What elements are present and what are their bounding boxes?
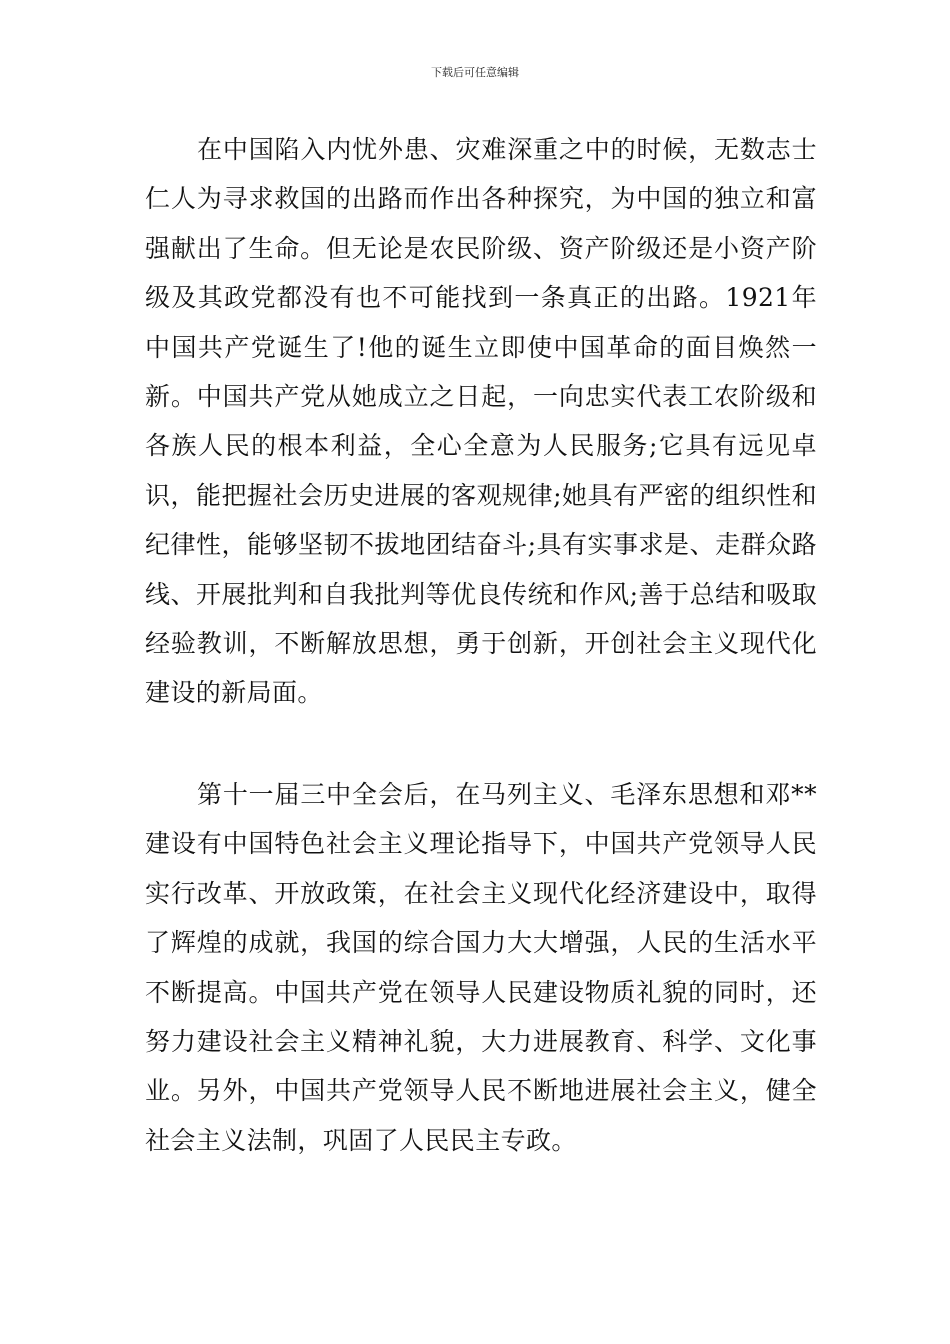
body-paragraph-2: 第十一届三中全会后，在马列主义、毛泽东思想和邓**建设有中国特色社会主义理论指导下，中国共产党领导人民实行改革、开放政策，在社会主义现代化经济建设中，取得了辉煌的成就，我国的综合国力大大增强，人民的生活水平不断提高。中国共产党在领导人民建设物质礼貌的同时，还努力建设社会主义精神礼貌，大力进展教育、科学、文化事业。另外，中国共产党领导人民不断地进展社会主义，健全社会主义法制，巩固了人民民主专政。 (145, 780, 817, 1155)
page-header: 下载后可任意编辑 (431, 66, 519, 79)
body-paragraph-1: 在中国陷入内忧外患、灾难深重之中的时候，无数志士仁人为寻求救国的出路而作出各种探究，为中国的独立和富强献出了生命。但无论是农民阶级、资产阶级还是小资产阶级及其政党都没有也不可能找到一条真正的出路。1921年中国共产党诞生了!他的诞生立即使中国革命的面目焕然一新。中国共产党从她成立之日起，一向忠实代表工农阶级和各族人民的根本利益，全心全意为人民服务;它具有远见卓识，能把握社会历史进展的客观规律;她具有严密的组织性和纪律性，能够坚韧不拔地团结奋斗;具有实事求是、走群众路线、开展批判和自我批判等优良传统和作风;善于总结和吸取经验教训，不断解放思想，勇于创新，开创社会主义现代化建设的新局面。 (145, 135, 817, 708)
